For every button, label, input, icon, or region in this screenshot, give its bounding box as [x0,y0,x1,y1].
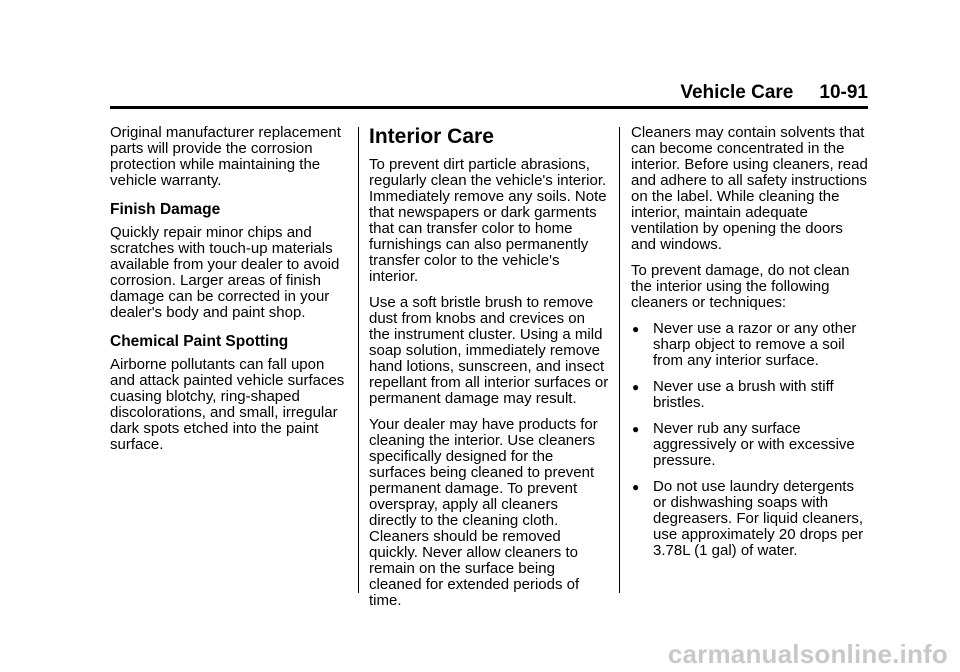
list-item-text: Do not use laundry detergents or dishwashing soaps with degreasers. For liquid cleaners, use approximately 20 drops per 3.78L (1 gal) of water. [653,478,864,559]
chemical-spotting-heading: Chemical Paint Spotting [110,333,289,350]
list-item-text: Never use a brush with stiff bristles. [653,378,834,411]
finish-damage-text: Quickly repair minor chips and scratches with touch-up materials available from your dealer to avoid corrosion. Larger areas of finish damage can be corrected in your dealer's body and paint shop. [110,224,340,321]
bullet-icon: ● [632,380,640,394]
list-item [631,321,871,369]
page-header [110,82,868,104]
interior-care-title: Interior Care [369,125,494,148]
cleaning-warnings-list [631,321,871,559]
list-item-text: Never use a razor or any other sharp object to remove a soil from any interior surface. [653,320,857,369]
section-title: Vehicle Care [680,82,794,103]
list-item [631,479,871,559]
interior-paragraph-2: Use a soft bristle brush to remove dust from knobs and crevices on the instrument cluster. Using a mild soap solution, immediately remove hand lotions, sunscreen, and insect repellant from all interior surfaces or permanent damage may result. [369,294,609,407]
page-number: 10-91 [819,82,868,103]
list-item-text: Never rub any surface aggressively or with excessive pressure. [653,420,855,469]
column-divider-1 [358,127,359,593]
chemical-spotting-text: Airborne pollutants can fall upon and attack painted vehicle surfaces cuasing blotchy, ring-shaped discolorations, and small, irregular dark spots etched into the paint surface. [110,356,345,453]
column-middle [369,125,609,619]
intro-paragraph: Original manufacturer replacement parts will provide the corrosion protection while maintaining the vehicle warranty. [110,124,341,189]
bullet-icon: ● [632,480,640,494]
column-left [110,125,346,463]
prevent-damage-paragraph: To prevent damage, do not clean the interior using the following cleaners or techniques: [631,262,850,311]
column-right [631,125,871,569]
bullet-icon: ● [632,422,640,436]
column-divider-2 [619,127,620,593]
interior-paragraph-3: Your dealer may have products for cleaning the interior. Use cleaners specifically designed for the surfaces being cleaned to prevent permanent damage. To prevent overspray, apply all cleaners directly to the cleaning cloth. Cleaners should be removed quickly. Never allow cleaners to remain on the surface being cleaned for extended periods of time. [369,416,598,609]
finish-damage-heading: Finish Damage [110,201,221,218]
interior-paragraph-1: To prevent dirt particle abrasions, regularly clean the vehicle's interior. Immediately remove any soils. Note that newspapers or dark garments that can transfer color to home furnishings can also permanently transfer color to the vehicle's interior. [369,156,607,285]
cleaners-paragraph: Cleaners may contain solvents that can become concentrated in the interior. Before using cleaners, read and adhere to all safety instructions on the label. While cleaning the interior, maintain adequate ventilation by opening the doors and windows. [631,124,868,253]
list-item [631,421,871,469]
header-rule [110,106,868,109]
list-item [631,379,871,411]
bullet-icon: ● [632,322,640,336]
watermark: carmanualsonline.info [667,639,948,669]
